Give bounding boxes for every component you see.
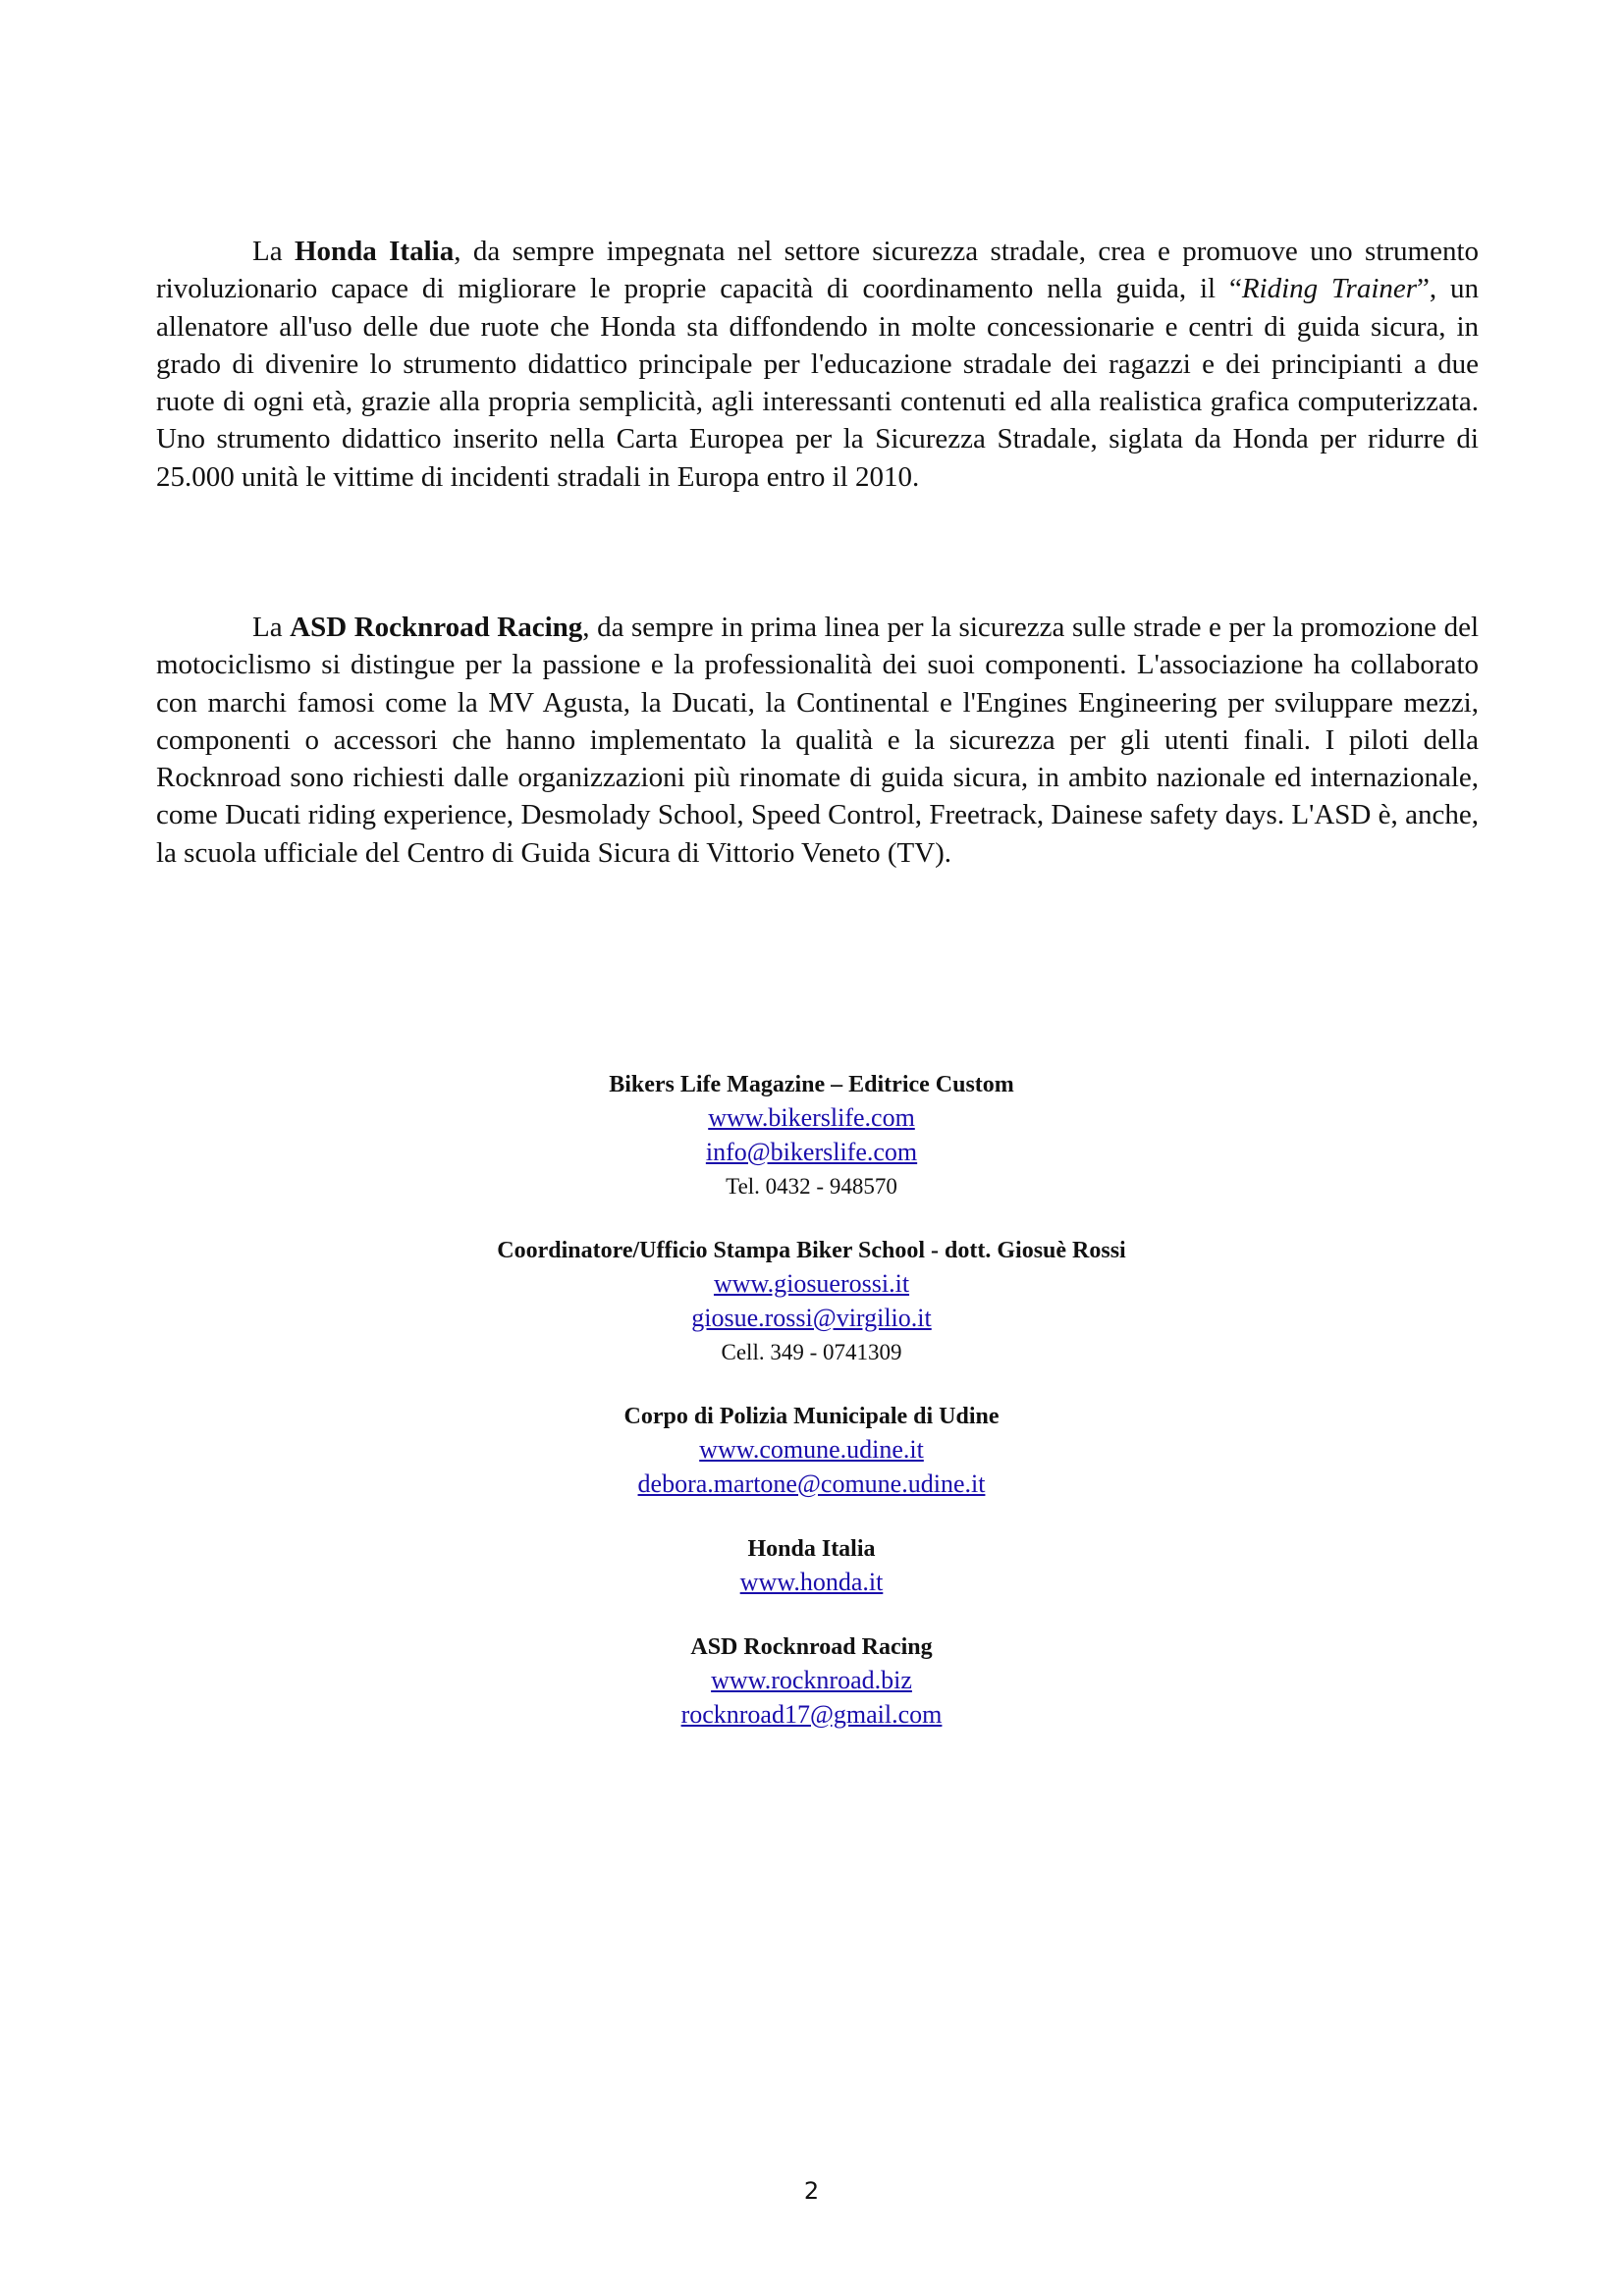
phone-number: Cell. 349 - 0741309 <box>721 1340 902 1364</box>
paragraph-asd-rocknroad <box>156 609 1479 872</box>
website-link[interactable]: www.giosuerossi.it <box>713 1269 910 1298</box>
contact-org-name: Bikers Life Magazine – Editrice Custom <box>609 1072 1014 1097</box>
website-link[interactable]: www.bikerslife.com <box>708 1103 915 1132</box>
contact-org-name: ASD Rocknroad Racing <box>690 1634 933 1660</box>
p1-lead: La <box>252 236 295 267</box>
contact-org-name: Corpo di Polizia Municipale di Udine <box>623 1404 1000 1429</box>
paragraph-honda-italia <box>156 233 1479 496</box>
p1-text-b: ”, un allenatore all'uso delle due ruote che Honda sta diffondendo in molte concessionarie e centri di guida sicura, in grado di divenire lo strumento didattico principale per l'educazione stradale dei ragazzi e dei principianti a due ruote di ogni età, grazie alla propria semplicità, agli interessanti contenuti ed alla realistica grafica computerizzata. Uno strumento didattico inserito nella Carta Europea per la Sicurezza Stradale, siglata da Honda per ridurre di 25.000 unità le vittime di incidenti stradali in Europa entro il 2010. <box>156 273 1480 493</box>
page-number: 2 <box>803 2177 820 2205</box>
contacts-section <box>0 1068 1623 1763</box>
website-link[interactable]: www.comune.udine.it <box>699 1435 924 1464</box>
contact-org-name: Coordinatore/Ufficio Stampa Biker School - dott. Giosuè Rossi <box>497 1238 1126 1263</box>
email-link[interactable]: giosue.rossi@virgilio.it <box>691 1304 932 1332</box>
website-link[interactable]: www.rocknroad.biz <box>711 1666 912 1694</box>
contact-block-honda-italia <box>0 1532 1623 1600</box>
phone-number: Tel. 0432 - 948570 <box>726 1174 897 1199</box>
p2-text: , da sempre in prima linea per la sicurezza sulle strade e per la promozione del motociclismo si distingue per la passione e la professionalità dei suoi componenti. L'associazione ha collaborato con marchi famosi come la MV Agusta, la Ducati, la Continental e l'Engines Engineering per sviluppare mezzi, componenti o accessori che hanno implementato la qualità e la sicurezza per gli utenti finali. I piloti della Rocknroad sono richiesti dalle organizzazioni più rinomate di guida sicura, in ambito nazionale ed internazionale, come Ducati riding experience, Desmolady School, Speed Control, Freetrack, Dainese safety days. L'ASD è, anche, la scuola ufficiale del Centro di Guida Sicura di Vittorio Veneto (TV). <box>156 612 1479 869</box>
website-link[interactable]: www.honda.it <box>739 1568 884 1596</box>
p1-text-a: , da sempre impegnata nel settore sicurezza stradale, crea e promuove uno strumento rivoluzionario capace di migliorare le proprie capacità di coordinamento nella guida, il “ <box>156 236 1480 305</box>
contact-block-bikers-life <box>0 1068 1623 1203</box>
p2-lead: La <box>252 612 291 643</box>
email-link[interactable]: info@bikerslife.com <box>705 1138 918 1166</box>
contact-block-asd-rocknroad <box>0 1630 1623 1733</box>
contact-org-name: Honda Italia <box>747 1536 876 1562</box>
contact-block-polizia-udine <box>0 1400 1623 1502</box>
email-link[interactable]: debora.martone@comune.udine.it <box>637 1469 986 1498</box>
p1-bold-honda-italia: Honda Italia <box>294 236 455 267</box>
contact-block-press-office <box>0 1234 1623 1369</box>
p2-bold-asd-rocknroad: ASD Rocknroad Racing <box>290 612 583 643</box>
p1-italic-riding-trainer: Riding Trainer <box>1241 273 1418 305</box>
email-link[interactable]: rocknroad17@gmail.com <box>680 1700 943 1729</box>
